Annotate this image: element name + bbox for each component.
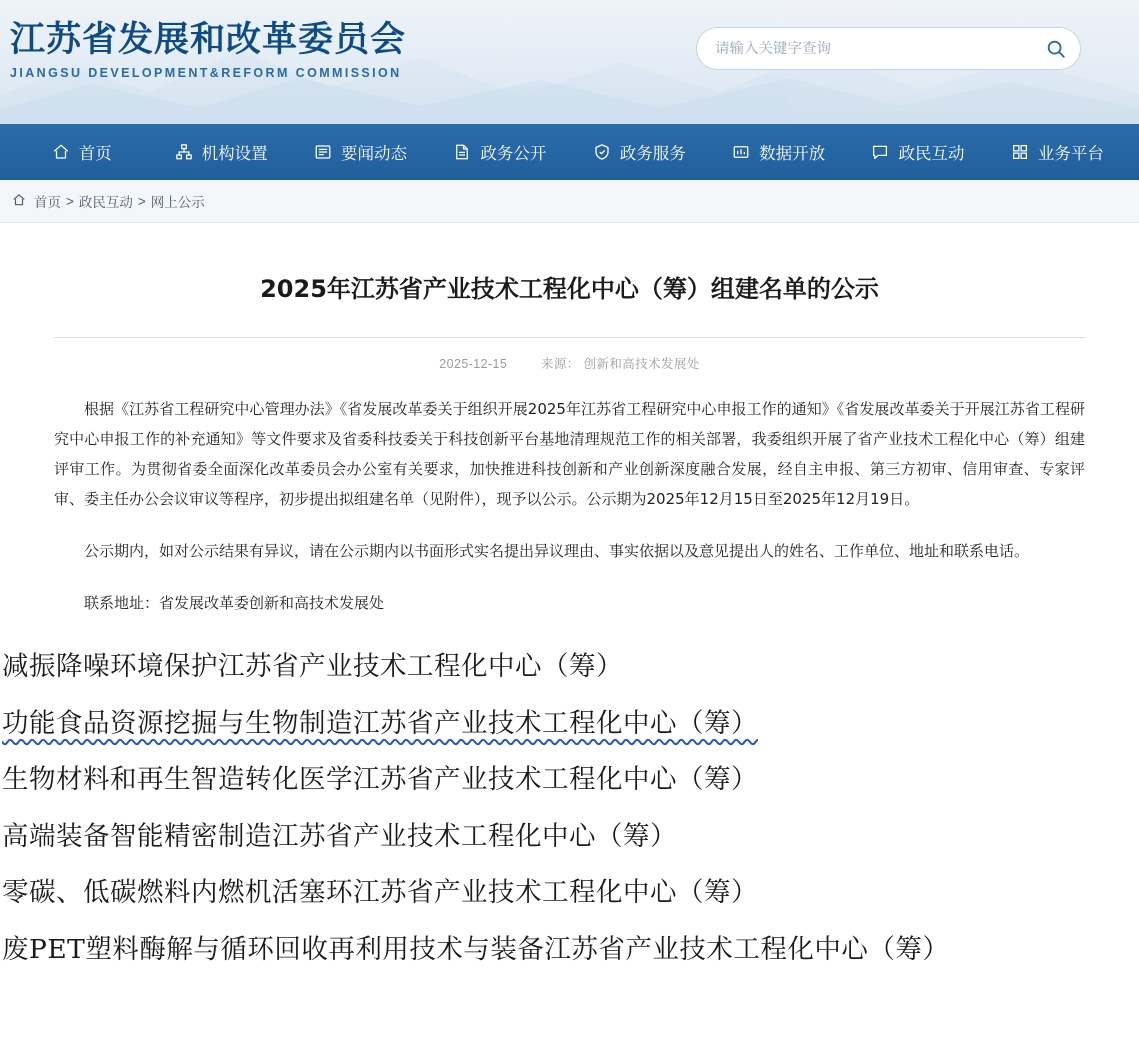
- site-logo[interactable]: [10, 18, 406, 80]
- article-source-label: 来源：: [541, 357, 580, 371]
- site-title-cn: 江苏省发展和改革委员会: [10, 20, 407, 60]
- nav-item-business-platform[interactable]: [988, 124, 1127, 180]
- list-item: 零碳、低碳燃料内燃机活塞环江苏省产业技术工程化中心（筹）: [2, 877, 758, 908]
- nav-label: 要闻动态: [340, 145, 407, 163]
- nav-label: 政民互动: [898, 145, 965, 163]
- attachment-list: [0, 640, 1139, 979]
- site-header: [0, 0, 1139, 124]
- main-navigation: [0, 124, 1139, 180]
- chat-icon: [871, 143, 889, 161]
- nav-label: 业务平台: [1037, 145, 1104, 163]
- nav-item-government-disclosure[interactable]: [430, 124, 569, 180]
- list-item: 减振降噪环境保护江苏省产业技术工程化中心（筹）: [2, 651, 623, 682]
- data-icon: [732, 143, 750, 161]
- nav-label: 政务公开: [480, 145, 547, 163]
- home-icon: [12, 193, 26, 210]
- page-title: 2025年江苏省产业技术工程化中心（筹）组建名单的公示: [260, 275, 879, 303]
- nav-label: 机构设置: [201, 145, 268, 163]
- article-source: 创新和高技术发展处: [583, 357, 700, 371]
- breadcrumb-separator: >: [66, 193, 74, 209]
- breadcrumb: [0, 180, 1139, 223]
- breadcrumb-item-home[interactable]: 首页: [34, 195, 61, 210]
- nav-label: 数据开放: [759, 145, 826, 163]
- list-item: 功能食品资源挖掘与生物制造江苏省产业技术工程化中心（筹）: [2, 707, 758, 739]
- nav-item-open-data[interactable]: [709, 124, 848, 180]
- article-meta: [54, 338, 1085, 394]
- search-button[interactable]: [1032, 28, 1080, 69]
- search-icon: [1045, 38, 1067, 60]
- document-icon: [453, 143, 471, 161]
- nav-item-organization[interactable]: [151, 124, 290, 180]
- article-container: [0, 223, 1139, 618]
- list-item: 生物材料和再生智造转化医学江苏省产业技术工程化中心（筹）: [2, 764, 758, 795]
- nav-item-home[interactable]: [12, 124, 151, 180]
- nav-label: 首页: [78, 145, 112, 163]
- grid-icon: [1011, 143, 1029, 161]
- breadcrumb-separator: >: [137, 193, 146, 209]
- search-box[interactable]: [696, 27, 1081, 70]
- service-icon: [593, 143, 611, 161]
- article-paragraph-1: 根据《江苏省工程研究中心管理办法》《省发展改革委关于组织开展2025年江苏省工程研究中心申报工作的通知》《省发展改革委关于开展江苏省工程研究中心申报工作的补充通知》等文件要求及省委科技委关于科技创新平台基地清理规范工作的相关部署，我委组织开展了省产业技术工程化中心（筹）组建评审工作。为贯彻省委全面深化改革委员会办公室有关要求，加快推进科技创新和产业创新深度融合发展，经自主申报、第三方初审、信用审查、专家评审、委主任办公会议审议等程序，初步提出拟组建名单（见附件），现予以公示。公示期为2025年12月15日至2025年12月19日。: [54, 400, 1085, 508]
- article-date: 2025-12-15: [439, 357, 508, 371]
- breadcrumb-item-public-interaction[interactable]: 政民互动: [78, 195, 133, 210]
- home-icon: [52, 143, 70, 161]
- nav-item-news[interactable]: [291, 124, 430, 180]
- article-paragraph-3: 联系地址：省发展改革委创新和高技术发展处: [84, 594, 385, 612]
- list-item: 废PET塑料酶解与循环回收再利用技术与装备江苏省产业技术工程化中心（筹）: [2, 933, 950, 965]
- nav-item-government-service[interactable]: [570, 124, 709, 180]
- nav-item-public-interaction[interactable]: [848, 124, 987, 180]
- breadcrumb-item-online-notice[interactable]: 网上公示: [150, 195, 205, 210]
- site-title-en: JIANGSU DEVELOPMENT&REFORM COMMISSION: [10, 66, 402, 80]
- news-icon: [314, 143, 332, 161]
- search-input[interactable]: [697, 41, 1032, 57]
- article-paragraph-2: 公示期内，如对公示结果有异议，请在公示期内以书面形式实名提出异议理由、事实依据以及意见提出人的姓名、工作单位、地址和联系电话。: [84, 542, 1030, 560]
- nav-label: 政务服务: [619, 145, 686, 163]
- list-item: 高端装备智能精密制造江苏省产业技术工程化中心（筹）: [2, 820, 677, 852]
- org-icon: [175, 143, 193, 161]
